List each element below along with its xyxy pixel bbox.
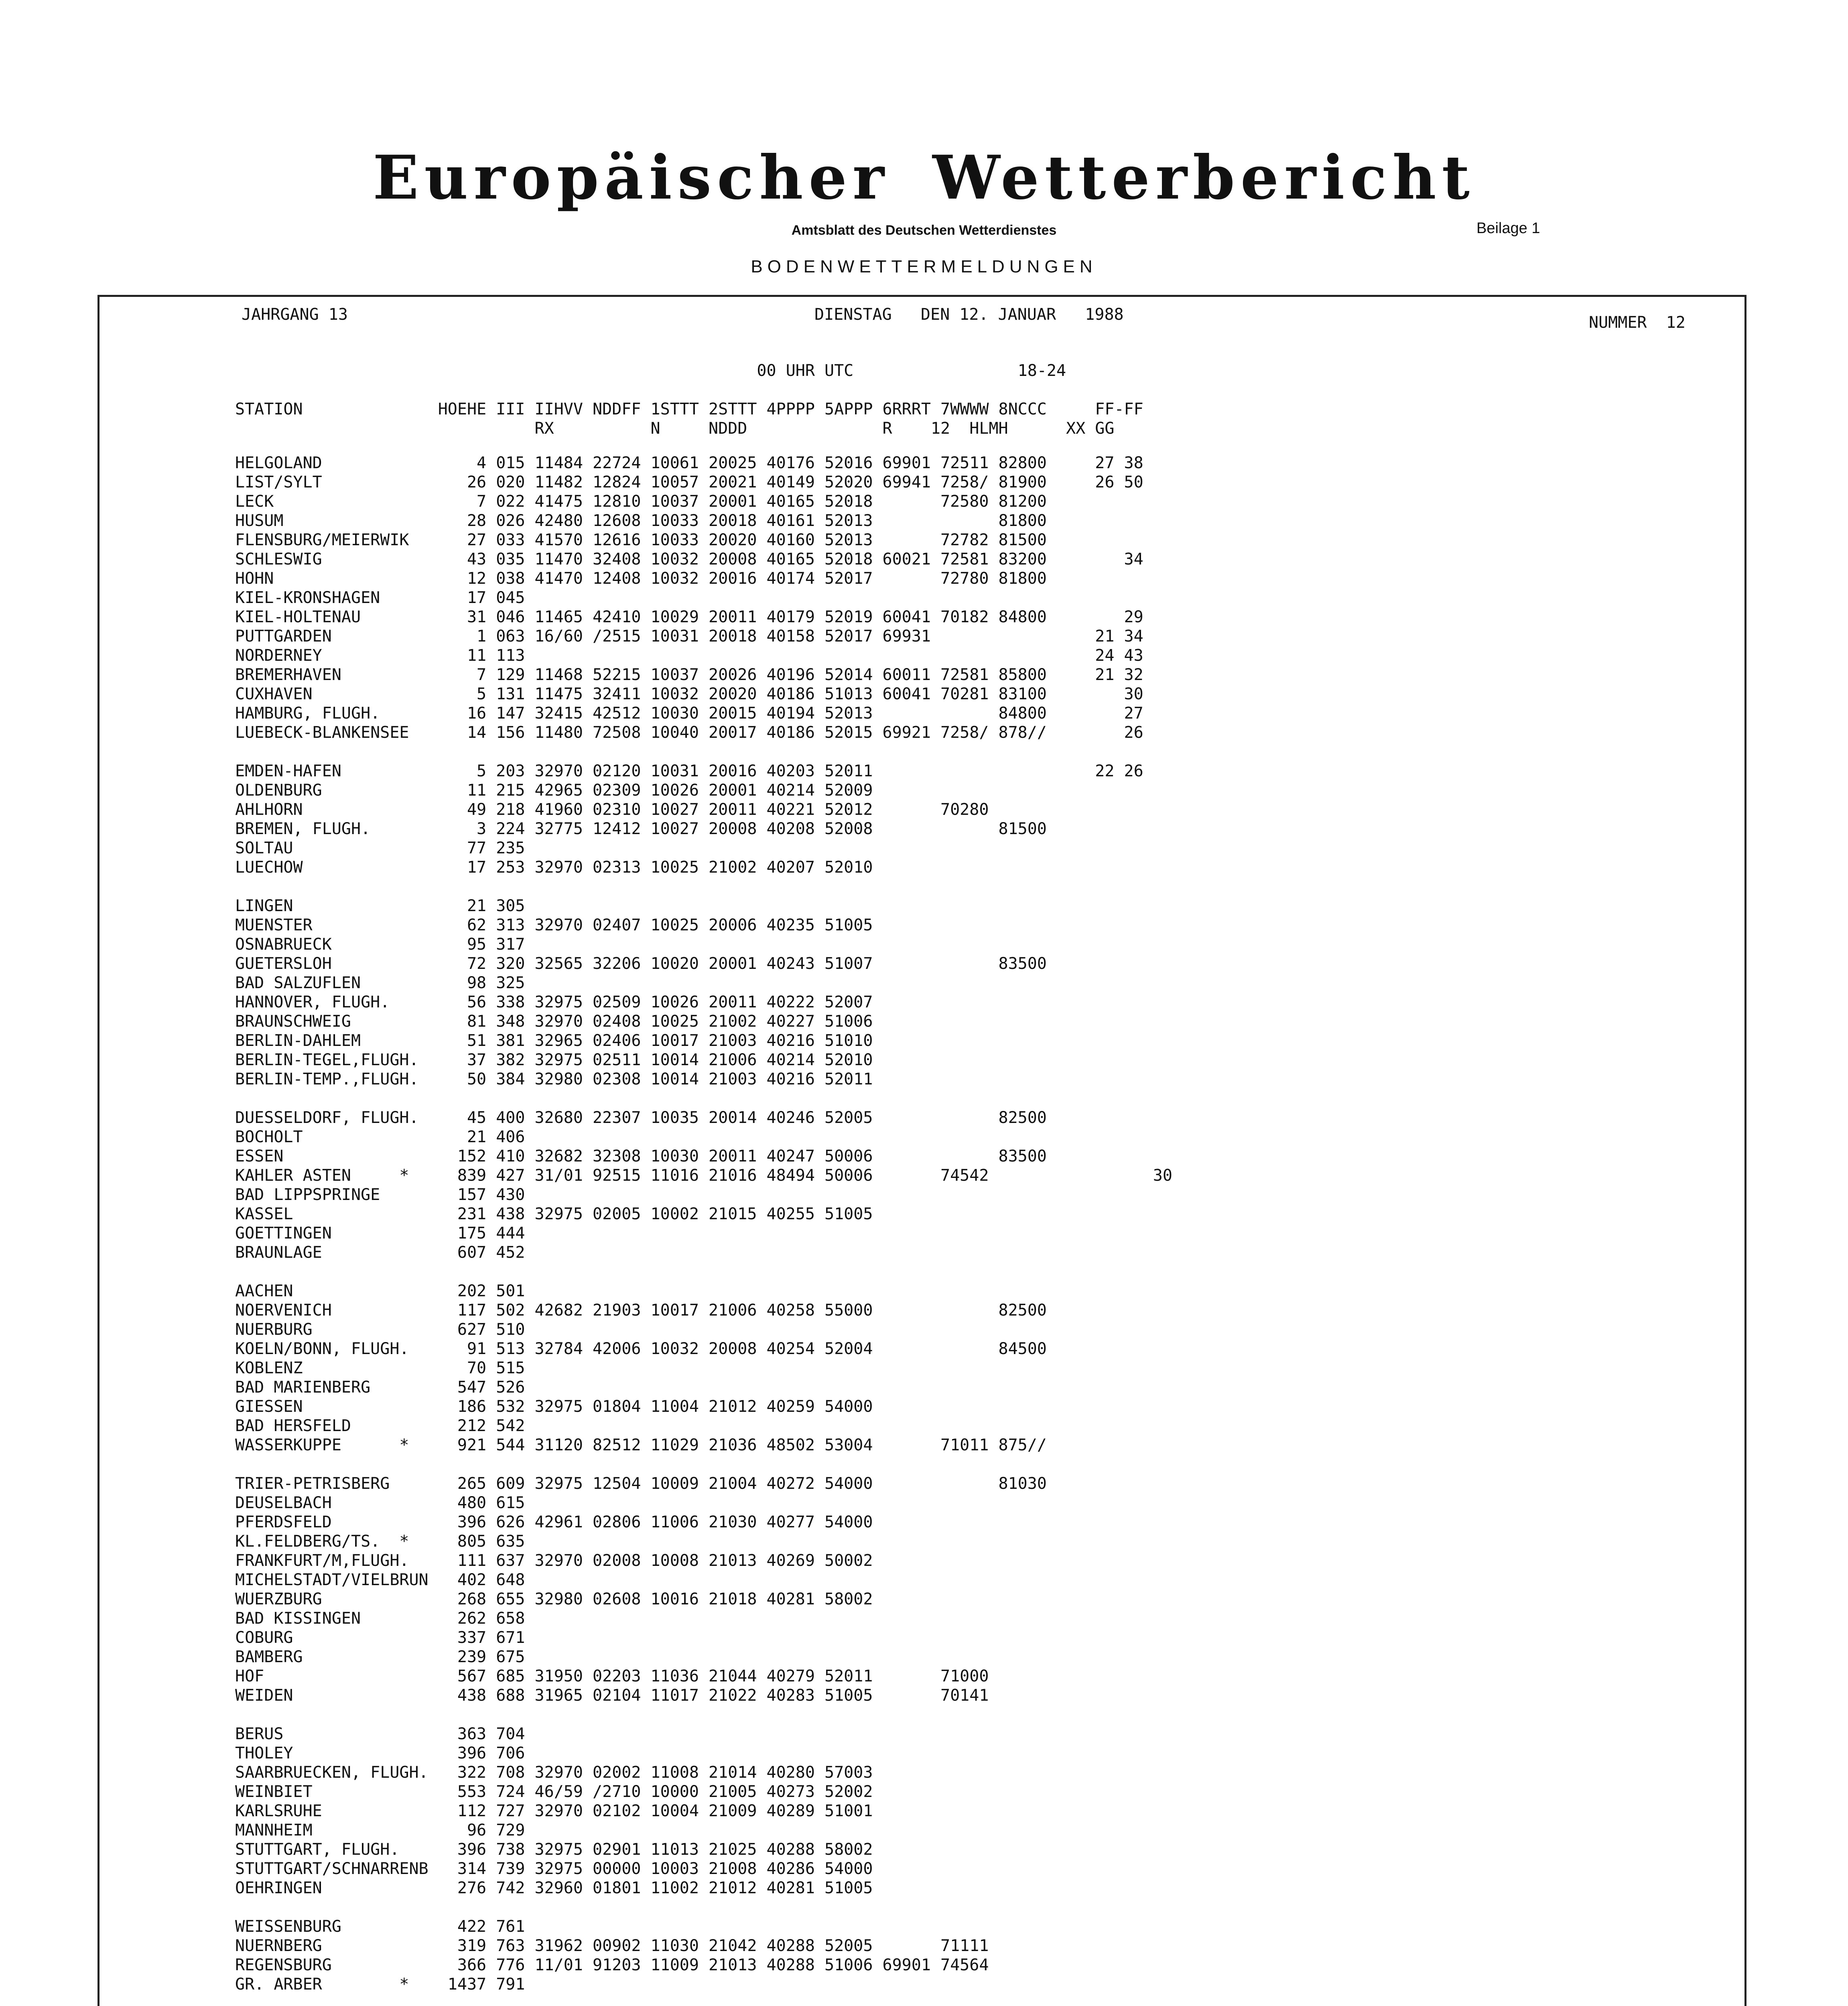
table-row: TRIER-PETRISBERG 265 609 32975 12504 10009 21004 40272 54000 81030	[235, 1474, 1047, 1493]
table-row: BRAUNSCHWEIG 81 348 32970 02408 10025 21002 40227 51006	[235, 1012, 873, 1031]
table-row: COBURG 337 671	[235, 1628, 525, 1647]
supplement-label: Beilage 1	[1476, 220, 1540, 237]
table-row: WUERZBURG 268 655 32980 02608 10016 21018 40281 58002	[235, 1590, 873, 1608]
group-separator	[235, 742, 1172, 761]
table-row: OLDENBURG 11 215 42965 02309 10026 20001 40214 52009	[235, 781, 873, 800]
table-row: BREMEN, FLUGH. 3 224 32775 12412 10027 20008 40208 52008 81500	[235, 820, 1047, 838]
table-header-line	[235, 380, 1143, 400]
table-row: NUERNBERG 319 763 31962 00902 11030 21042 40288 52005 71111	[235, 1937, 989, 1955]
table-row: BERLIN-TEGEL,FLUGH. 37 382 32975 02511 10014 21006 40214 52010	[235, 1051, 873, 1069]
table-row: PUTTGARDEN 1 063 16/60 /2515 10031 20018 40158 52017 69931 21 34	[235, 627, 1143, 646]
table-row: SOLTAU 77 235	[235, 839, 525, 857]
section-heading: BODENWETTERMELDUNGEN	[751, 257, 1097, 276]
table-row: STUTTGART/SCHNARRENB 314 739 32975 00000 10003 21008 40286 54000	[235, 1860, 873, 1878]
table-row: NOERVENICH 117 502 42682 21903 10017 21006 40258 55000 82500	[235, 1301, 1047, 1320]
table-row: GIESSEN 186 532 32975 01804 11004 21012 40259 54000	[235, 1397, 873, 1416]
table-row: AHLHORN 49 218 41960 02310 10027 20011 40221 52012 70280	[235, 800, 989, 819]
table-row: MICHELSTADT/VIELBRUN 402 648	[235, 1571, 525, 1589]
table-row: BERUS 363 704	[235, 1725, 525, 1743]
table-row: DEUSELBACH 480 615	[235, 1494, 525, 1512]
report-date: DIENSTAG DEN 12. JANUAR 1988	[814, 305, 1124, 324]
group-separator	[235, 877, 1172, 896]
table-row: BAD LIPPSPRINGE 157 430	[235, 1186, 525, 1204]
table-row: NUERBURG 627 510	[235, 1320, 525, 1339]
table-row: LIST/SYLT 26 020 11482 12824 10057 20021 40149 52020 69941 7258/ 81900 26 50	[235, 473, 1143, 491]
group-separator	[235, 1455, 1172, 1474]
table-header-line: RX N NDDD R 12 HLMH XX GG	[235, 419, 1115, 438]
table-row: LECK 7 022 41475 12810 10037 20001 40165 52018 72580 81200	[235, 492, 1047, 511]
table-row: PFERDSFELD 396 626 42961 02806 11006 21030 40277 54000	[235, 1513, 873, 1531]
table-row: KAHLER ASTEN * 839 427 31/01 92515 11016 21016 48494 50006 74542 30	[235, 1166, 1172, 1185]
table-row: REGENSBURG 366 776 11/01 91203 11009 21013 40288 51006 69901 74564	[235, 1956, 989, 1974]
table-row: HUSUM 28 026 42480 12608 10033 20018 40161 52013 81800	[235, 512, 1047, 530]
table-row: KARLSRUHE 112 727 32970 02102 10004 21009 40289 51001	[235, 1802, 873, 1820]
table-row: GOETTINGEN 175 444	[235, 1224, 525, 1243]
group-separator	[235, 1262, 1172, 1281]
table-row: MUENSTER 62 313 32970 02407 10025 20006 40235 51005	[235, 916, 873, 934]
table-row: KIEL-HOLTENAU 31 046 11465 42410 10029 20011 40179 52019 60041 70182 84800 29	[235, 608, 1143, 626]
table-row: LUEBECK-BLANKENSEE 14 156 11480 72508 10040 20017 40186 52015 69921 7258/ 878// 26	[235, 723, 1143, 742]
table-header-line: STATION HOEHE III IIHVV NDDFF 1STTT 2STTT 4PPPP 5APPP 6RRRT 7WWWW 8NCCC FF-FF	[235, 400, 1143, 418]
table-row: ESSEN 152 410 32682 32308 10030 20011 40247 50006 83500	[235, 1147, 1047, 1165]
group-separator	[235, 1898, 1172, 1917]
table-row: WEINBIET 553 724 46/59 /2710 10000 21005 40273 52002	[235, 1783, 873, 1801]
table-row: BOCHOLT 21 406	[235, 1128, 525, 1146]
document-subtitle: Amtsblatt des Deutschen Wetterdienstes	[791, 223, 1057, 238]
table-row: HAMBURG, FLUGH. 16 147 32415 42512 10030 20015 40194 52013 84800 27	[235, 704, 1143, 723]
table-row: WEIDEN 438 688 31965 02104 11017 21022 40283 51005 70141	[235, 1686, 989, 1705]
table-row: DUESSELDORF, FLUGH. 45 400 32680 22307 10035 20014 40246 52005 82500	[235, 1109, 1047, 1127]
issue-number: NUMMER 12	[1589, 313, 1686, 332]
table-row: BRAUNLAGE 607 452	[235, 1243, 525, 1262]
volume-label: JAHRGANG 13	[242, 305, 348, 324]
table-row: KL.FELDBERG/TS. * 805 635	[235, 1532, 525, 1551]
table-row: HOHN 12 038 41470 12408 10032 20016 40174 52017 72780 81800	[235, 569, 1047, 588]
table-row: GUETERSLOH 72 320 32565 32206 10020 20001 40243 51007 83500	[235, 954, 1047, 973]
table-row: GR. ARBER * 1437 791	[235, 1975, 525, 1994]
table-row: KOELN/BONN, FLUGH. 91 513 32784 42006 10032 20008 40254 52004 84500	[235, 1340, 1047, 1358]
table-row: MANNHEIM 96 729	[235, 1821, 525, 1840]
table-row: BAMBERG 239 675	[235, 1648, 525, 1666]
table-row: HOF 567 685 31950 02203 11036 21044 40279 52011 71000	[235, 1667, 989, 1685]
table-row: EMDEN-HAFEN 5 203 32970 02120 10031 20016 40203 52011 22 26	[235, 762, 1143, 780]
table-row: LUECHOW 17 253 32970 02313 10025 21002 40207 52010	[235, 858, 873, 877]
table-row: NORDERNEY 11 113 24 43	[235, 646, 1143, 665]
table-row: BAD MARIENBERG 547 526	[235, 1378, 525, 1397]
table-row: BAD KISSINGEN 262 658	[235, 1609, 525, 1628]
table-row: WEISSENBURG 422 761	[235, 1917, 525, 1936]
table-row: AACHEN 202 501	[235, 1282, 525, 1300]
station-table	[235, 453, 1172, 2006]
table-row: HELGOLAND 4 015 11484 22724 10061 20025 40176 52016 69901 72511 82800 27 38	[235, 454, 1143, 472]
table-row: KOBLENZ 70 515	[235, 1359, 525, 1377]
table-row: OSNABRUECK 95 317	[235, 935, 525, 954]
table-row: WASSERKUPPE * 921 544 31120 82512 11029 21036 48502 53004 71011 875//	[235, 1436, 1047, 1454]
table-row: KIEL-KRONSHAGEN 17 045	[235, 589, 525, 607]
table-row: HANNOVER, FLUGH. 56 338 32975 02509 10026 20011 40222 52007	[235, 993, 873, 1011]
table-header	[235, 361, 1143, 438]
table-row: OEHRINGEN 276 742 32960 01801 11002 21012 40281 51005	[235, 1879, 873, 1897]
table-row: BAD HERSFELD 212 542	[235, 1417, 525, 1435]
table-row: FRANKFURT/M,FLUGH. 111 637 32970 02008 10008 21013 40269 50002	[235, 1551, 873, 1570]
table-row: BERLIN-TEMP.,FLUGH. 50 384 32980 02308 10014 21003 40216 52011	[235, 1070, 873, 1088]
table-row: FLENSBURG/MEIERWIK 27 033 41570 12616 10033 20020 40160 52013 72782 81500	[235, 531, 1047, 549]
table-row: THOLEY 396 706	[235, 1744, 525, 1762]
table-row: CUXHAVEN 5 131 11475 32411 10032 20020 40186 51013 60041 70281 83100 30	[235, 685, 1143, 703]
table-row: BERLIN-DAHLEM 51 381 32965 02406 10017 21003 40216 51010	[235, 1031, 873, 1050]
table-row: STUTTGART, FLUGH. 396 738 32975 02901 11013 21025 40288 58002	[235, 1840, 873, 1859]
document-title: Europäischer Wetterbericht	[373, 142, 1475, 213]
table-row: BREMERHAVEN 7 129 11468 52215 10037 20026 40196 52014 60011 72581 85800 21 32	[235, 666, 1143, 684]
table-row: BAD SALZUFLEN 98 325	[235, 974, 525, 992]
group-separator	[235, 1994, 1172, 2006]
group-separator	[235, 1089, 1172, 1108]
table-row: KASSEL 231 438 32975 02005 10002 21015 40255 51005	[235, 1205, 873, 1223]
table-row: SAARBRUECKEN, FLUGH. 322 708 32970 02002 11008 21014 40280 57003	[235, 1763, 873, 1782]
group-separator	[235, 1705, 1172, 1724]
table-row: SCHLESWIG 43 035 11470 32408 10032 20008 40165 52018 60021 72581 83200 34	[235, 550, 1143, 569]
table-row: LINGEN 21 305	[235, 897, 525, 915]
table-header-line: 00 UHR UTC 18-24	[235, 361, 1066, 380]
